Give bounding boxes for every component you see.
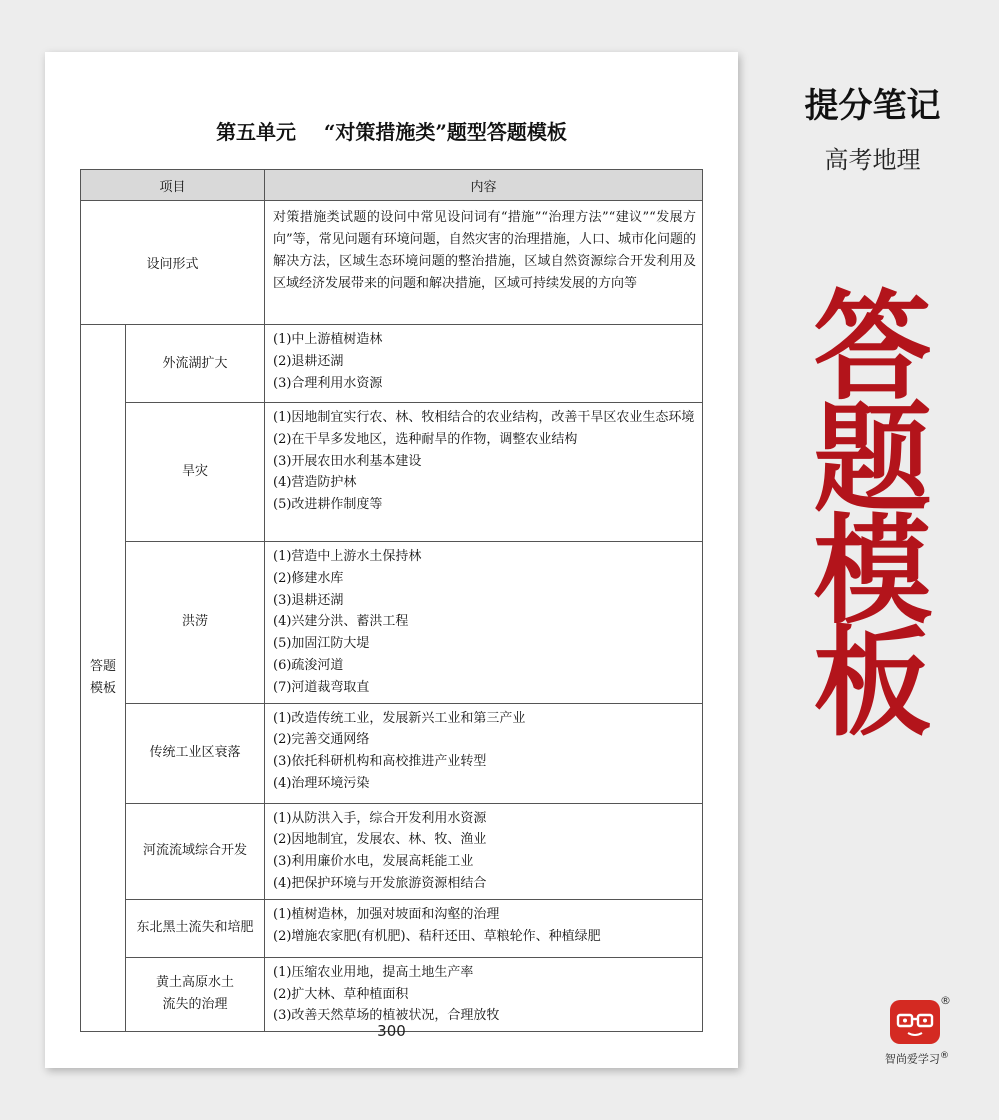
list-item: (2)完善交通网络 xyxy=(273,732,370,748)
list-item: (1)因地制宜实行农、林、牧相结合的农业结构，改善干旱区农业生态环境 xyxy=(273,410,695,425)
list-item: (4)营造防护林 xyxy=(273,475,357,491)
answer-template-table xyxy=(80,169,703,1032)
table-row xyxy=(81,325,703,403)
page-number: 300 xyxy=(377,1022,406,1040)
list-item: (6)疏浚河道 xyxy=(273,657,344,673)
big-char-3: 模 xyxy=(813,502,932,640)
list-item: (3)退耕还湖 xyxy=(273,592,344,608)
big-char-2: 题 xyxy=(813,390,932,528)
list-item: (3)改善天然草场的植被状况，合理放牧 xyxy=(273,1008,500,1024)
header-item: 项目 xyxy=(81,170,265,201)
question-form-content: 对策措施类试题的设问中常见设问词有“措施”“治理方法”“建议”“发展方向”等，常见问题有环境问题，自然灾害的治理措施，人口、城市化问题的解决方法，区域生态环境问题的整治措施，区域自然资源综合开发利用及区域经济发展带来的问题和解决措施，区域可持续发展的方向等 xyxy=(265,201,703,325)
list-item: (5)加固江防大堤 xyxy=(273,636,370,652)
row-label: 黄土高原水土 流失的治理 xyxy=(126,957,265,1031)
row-label: 河流流域综合开发 xyxy=(126,803,265,899)
sidebar-title: 提分笔记 xyxy=(804,86,941,126)
list-item: (3)开展农田水利基本建设 xyxy=(273,453,422,469)
list-item: (1)改造传统工业，发展新兴工业和第三产业 xyxy=(273,710,526,726)
big-char-4: 板 xyxy=(813,614,932,752)
big-char-1: 答 xyxy=(813,278,932,416)
list-item: (1)中上游植树造林 xyxy=(273,332,383,347)
list-item: (1)营造中上游水土保持林 xyxy=(273,549,422,564)
row-content xyxy=(265,403,703,542)
question-form-label: 设问形式 xyxy=(81,201,265,325)
logo-registered-mark: ® xyxy=(940,994,951,1007)
brand-registered-mark: ® xyxy=(939,1050,950,1061)
row-content xyxy=(265,325,703,403)
list-item: (3)利用廉价水电，发展高耗能工业 xyxy=(273,854,474,870)
list-item: (2)扩大林、草种植面积 xyxy=(273,986,409,1002)
table-row xyxy=(81,703,703,803)
brand-logo xyxy=(890,1000,940,1044)
row-content xyxy=(265,542,703,704)
list-item: (4)把保护环境与开发旅游资源相结合 xyxy=(273,875,487,891)
table-row xyxy=(81,542,703,704)
list-item: (3)依托科研机构和高校推进产业转型 xyxy=(273,754,487,770)
list-item: (4)兴建分洪、蓄洪工程 xyxy=(273,614,409,630)
list-item: (2)修建水库 xyxy=(273,570,344,586)
row-label: 旱灾 xyxy=(126,403,265,542)
row-content xyxy=(265,703,703,803)
document-page xyxy=(45,52,738,1068)
list-item: (2)因地制宜，发展农、林、牧、渔业 xyxy=(273,832,487,848)
brand-name-text: 智尚爱学习 xyxy=(884,1052,940,1066)
sidebar-subtitle: 高考地理 xyxy=(824,146,921,174)
table-row xyxy=(81,403,703,542)
list-item: (2)增施农家肥(有机肥)、秸秆还田、草粮轮作、种植绿肥 xyxy=(273,928,601,944)
table-header-row xyxy=(81,170,703,201)
row-content xyxy=(265,899,703,957)
row-content xyxy=(265,957,703,1031)
list-item: (1)从防洪入手，综合开发利用水资源 xyxy=(273,810,487,826)
list-item: (3)合理利用水资源 xyxy=(273,375,383,391)
table-row xyxy=(81,201,703,325)
list-item: (2)退耕还湖 xyxy=(273,353,344,369)
page-title: 第五单元 “对策措施类”题型答题模板 xyxy=(216,120,567,144)
glasses-face-icon xyxy=(890,1000,940,1044)
row-label: 洪涝 xyxy=(126,542,265,704)
table-row xyxy=(81,899,703,957)
table-row xyxy=(81,803,703,899)
list-item: (5)改进耕作制度等 xyxy=(273,497,383,513)
list-item: (7)河道裁弯取直 xyxy=(273,679,370,695)
list-item: (1)植树造林，加强对坡面和沟壑的治理 xyxy=(273,906,500,922)
list-item: (2)在干旱多发地区，选种耐旱的作物，调整农业结构 xyxy=(273,431,578,447)
row-label: 东北黑土流失和培肥 xyxy=(126,899,265,957)
row-content xyxy=(265,803,703,899)
list-item: (1)压缩农业用地，提高土地生产率 xyxy=(273,964,474,980)
row-label: 外流湖扩大 xyxy=(126,325,265,403)
brand-name xyxy=(862,1050,972,1067)
header-content: 内容 xyxy=(265,170,703,201)
table-row xyxy=(81,957,703,1031)
row-label: 传统工业区衰落 xyxy=(126,703,265,803)
list-item: (4)治理环境污染 xyxy=(273,775,370,791)
group-label: 答题 模板 xyxy=(81,325,126,1032)
